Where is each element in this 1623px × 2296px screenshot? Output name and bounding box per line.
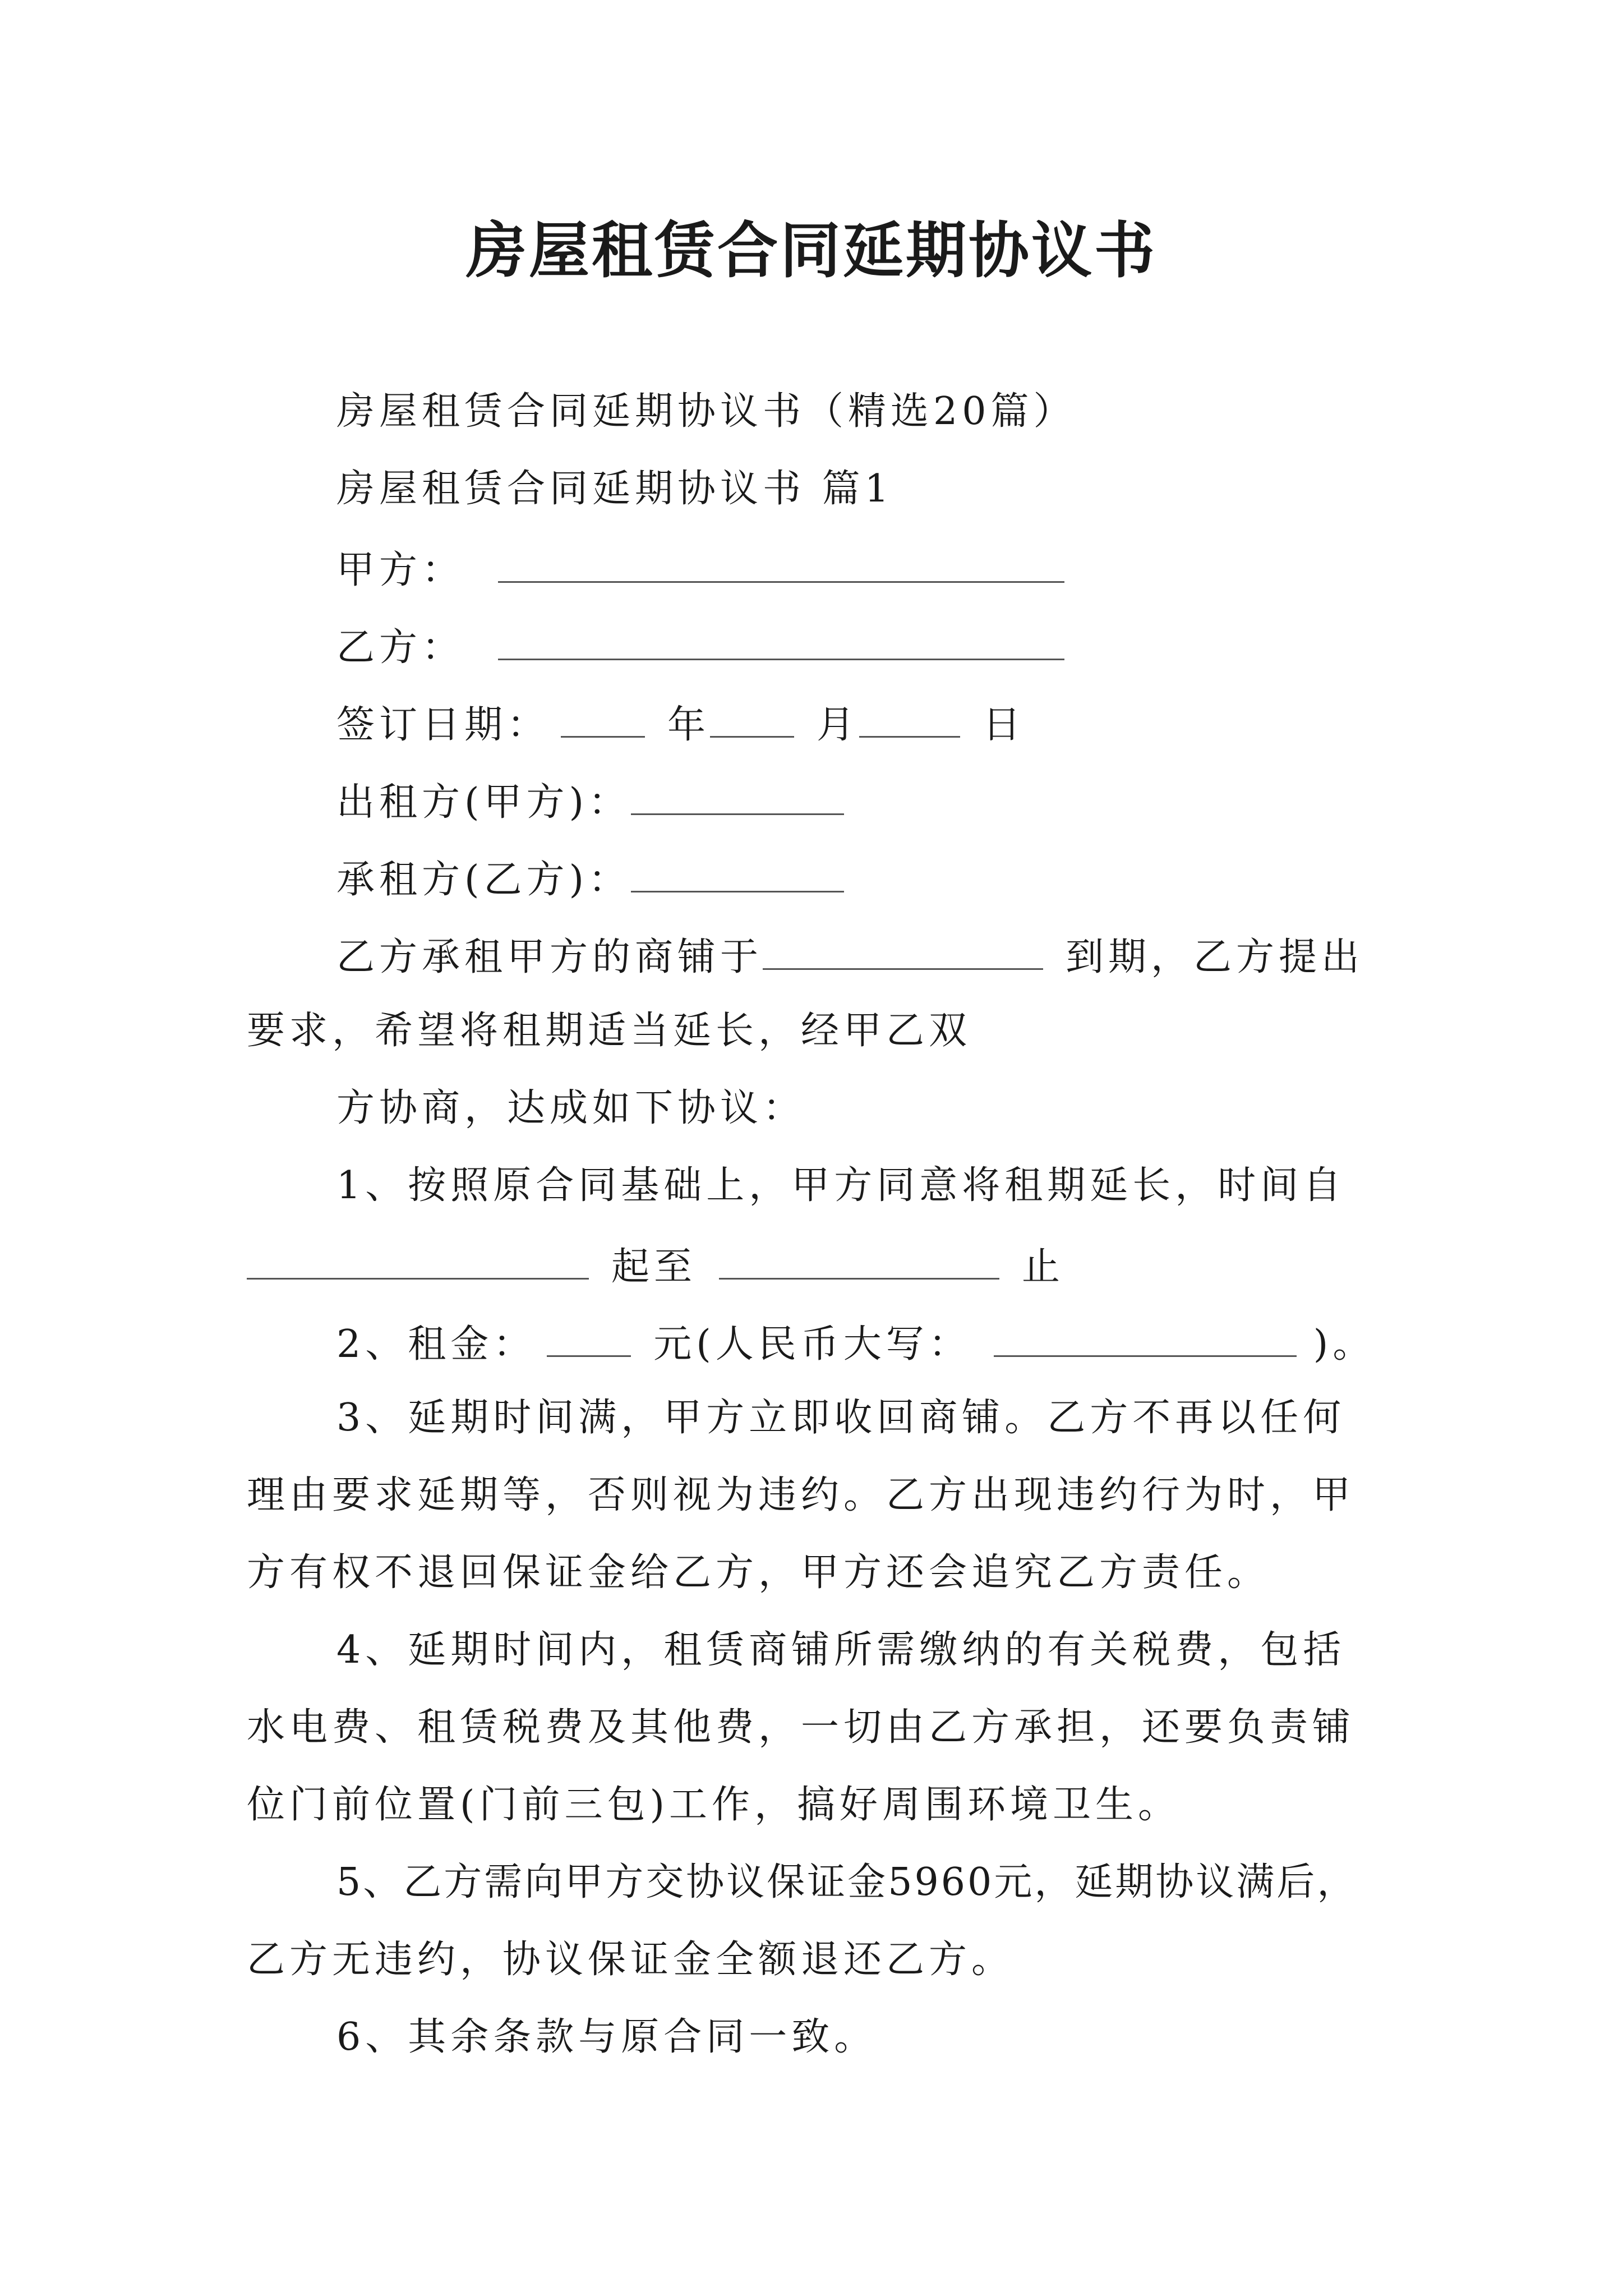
clause-3-line-3: 方有权不退回保证金给乙方，甲方还会追究乙方责任。 — [247, 1550, 1270, 1595]
clause-4-line-1: 4、延期时间内，租赁商铺所需缴纳的有关税费，包括 — [336, 1628, 1346, 1672]
chapter-heading: 房屋租赁合同延期协议书 篇1 — [336, 467, 893, 511]
rent-capital-blank — [994, 1322, 1297, 1357]
start-date-blank — [247, 1244, 589, 1280]
clause-6-line: 6、其余条款与原合同一致。 — [336, 2015, 877, 2059]
document-title: 房屋租赁合同延期协议书 — [465, 215, 1157, 286]
month-label: 月 — [817, 703, 860, 747]
clause-5-line-1: 5、乙方需向甲方交协议保证金5960元，延期协议满后， — [336, 1860, 1358, 1904]
intro-line-2: 要求，希望将租期适当延长，经甲乙双 — [247, 1009, 972, 1053]
clause-1-line-1: 1、按照原合同基础上，甲方同意将租期延长，时间自 — [336, 1163, 1346, 1208]
year-blank — [561, 702, 645, 738]
clause-4-line-2: 水电费、租赁税费及其他费，一切由乙方承担，还要负责铺 — [247, 1705, 1355, 1750]
party-b-blank — [498, 625, 1064, 660]
clause-5-line-2: 乙方无违约，协议保证金全额退还乙方。 — [247, 1938, 1015, 1982]
clause-2-line — [336, 1322, 1375, 1364]
intro-text-a: 乙方承租甲方的商铺于 — [336, 935, 763, 979]
day-blank — [859, 702, 960, 738]
clause-4-line-3: 位门前位置(门前三包)工作，搞好周围环境卫生。 — [247, 1783, 1181, 1827]
lessor-blank — [631, 780, 844, 815]
rent-label: 2、租金： — [336, 1322, 536, 1366]
lessee-label: 承租方(乙方)： — [336, 858, 631, 902]
subtitle: 房屋租赁合同延期协议书（精选20篇） — [336, 389, 1076, 434]
intro-line-1 — [336, 935, 1364, 977]
intro-line-3: 方协商，达成如下协议： — [336, 1086, 806, 1130]
sign-date-label: 签订日期： — [336, 703, 550, 747]
clause-1-from-to: 起至 — [611, 1245, 697, 1289]
sign-date-line — [336, 702, 1026, 747]
day-label: 日 — [983, 703, 1026, 747]
year-label: 年 — [667, 703, 711, 747]
lessee-blank — [631, 857, 844, 892]
intro-text-b: 到期，乙方提出 — [1066, 935, 1364, 979]
rent-amount-blank — [547, 1322, 631, 1357]
lessee-line — [336, 857, 844, 902]
rent-close: )。 — [1313, 1322, 1376, 1366]
party-b-line — [336, 625, 1064, 670]
lessor-label: 出租方(甲方)： — [336, 780, 631, 825]
lessor-line — [336, 780, 844, 825]
clause-1-end: 止 — [1022, 1245, 1065, 1289]
expiry-date-blank — [763, 935, 1043, 970]
party-b-label: 乙方： — [336, 625, 465, 670]
month-blank — [710, 702, 794, 738]
clause-3-line-2: 理由要求延期等，否则视为违约。乙方出现违约行为时，甲 — [247, 1473, 1355, 1517]
end-date-blank — [719, 1244, 999, 1280]
party-a-label: 甲方： — [336, 548, 465, 592]
clause-1-line-2 — [247, 1244, 1065, 1289]
party-a-blank — [498, 547, 1064, 583]
rent-capital-label: 元(人民币大写： — [653, 1322, 971, 1366]
clause-3-line-1: 3、延期时间满，甲方立即收回商铺。乙方不再以任何 — [336, 1396, 1346, 1440]
party-a-line — [336, 547, 1064, 590]
